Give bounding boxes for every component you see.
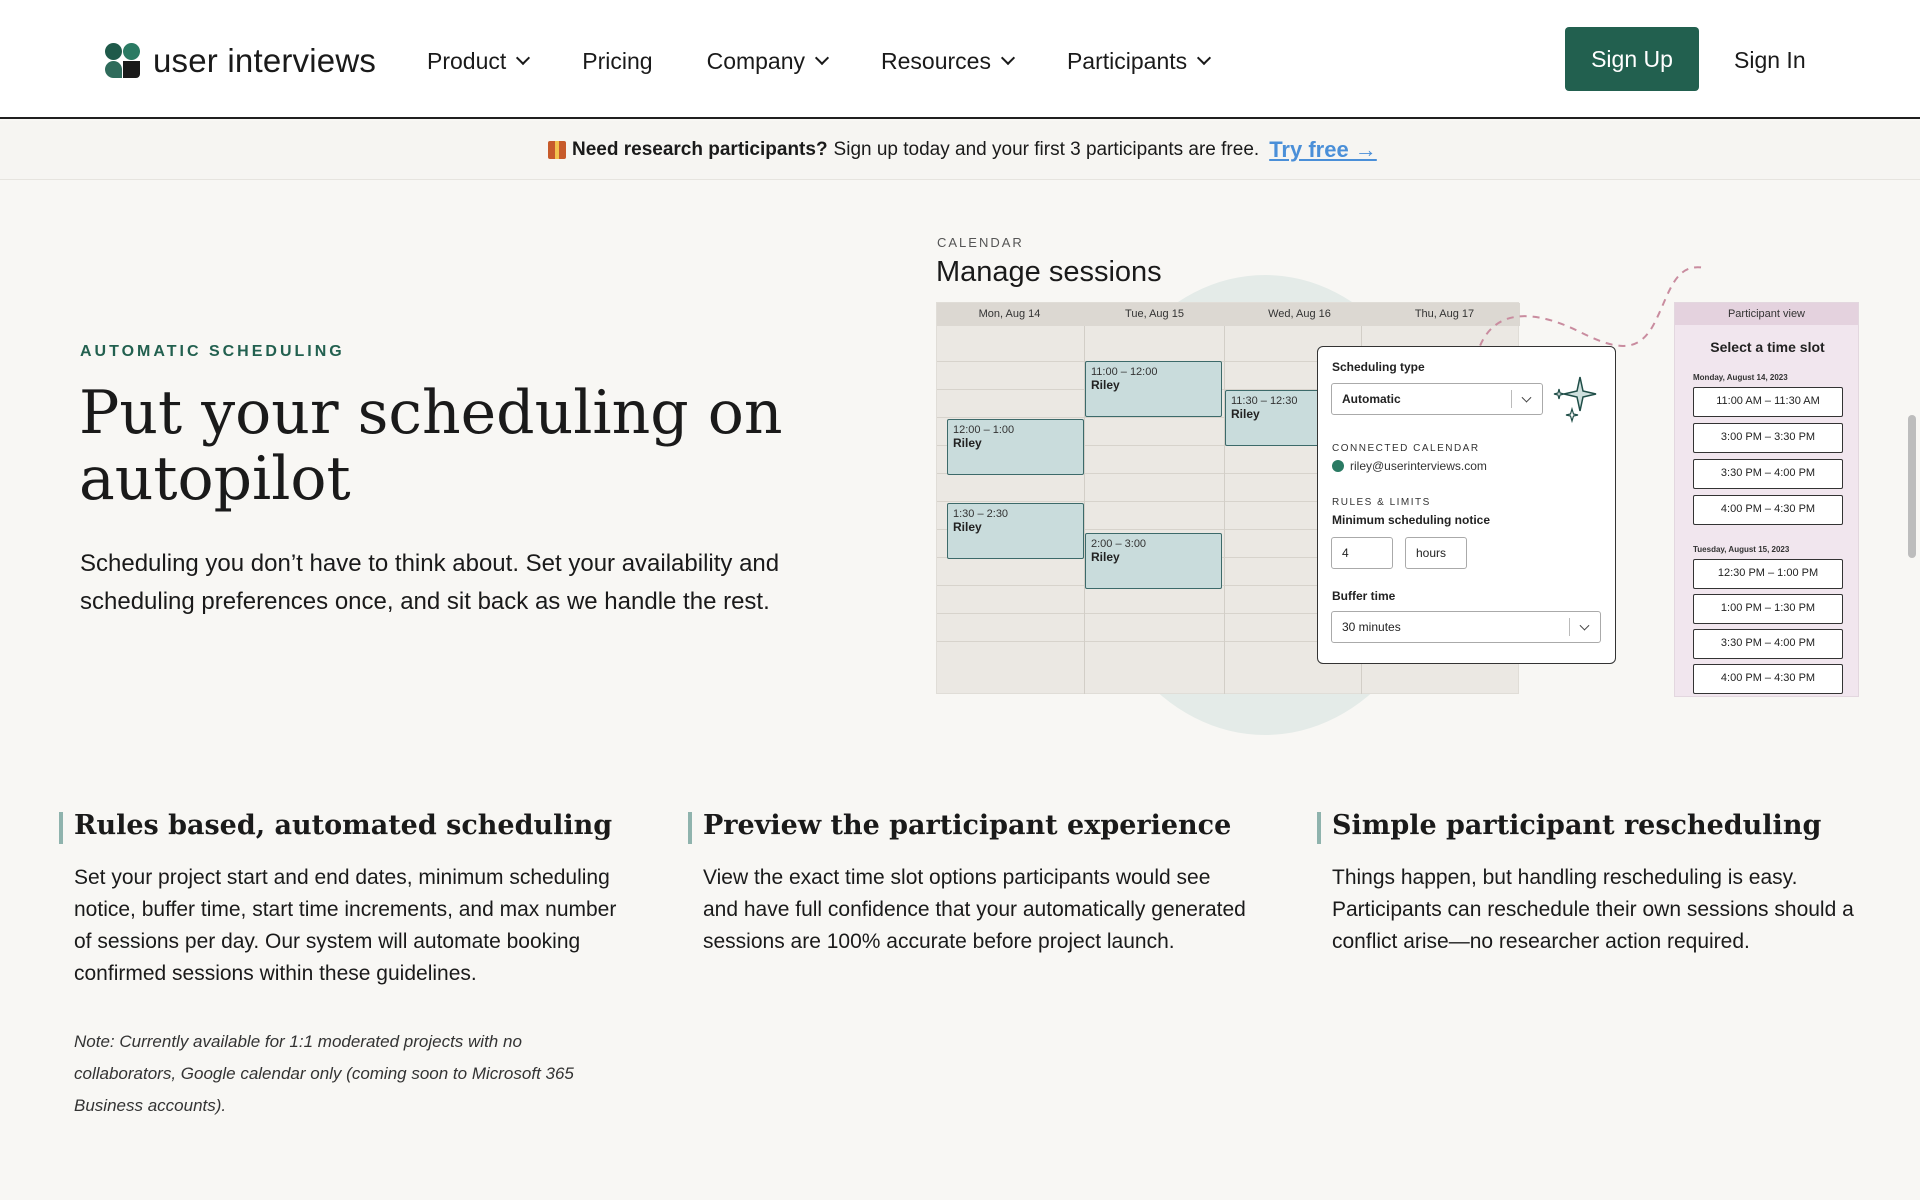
time-slot-button[interactable]: 4:00 PM – 4:30 PM xyxy=(1693,495,1843,525)
hero-description: Scheduling you don’t have to think about. Set your availability and scheduling preferences once, and sit back as we handle the rest. xyxy=(80,550,780,615)
calendar-day-headers xyxy=(937,303,1520,326)
event-time: 11:30 – 12:30 xyxy=(1231,395,1298,407)
participant-view-header: Participant view xyxy=(1675,303,1858,325)
scheduling-settings-panel xyxy=(1317,346,1616,664)
event-name: Riley xyxy=(953,520,982,534)
nav-item-company[interactable] xyxy=(707,48,827,75)
feature-accent-bar xyxy=(688,812,692,844)
nav-item-label: Resources xyxy=(881,47,991,74)
nav-item-resources[interactable] xyxy=(881,48,1013,75)
nav-item-pricing[interactable] xyxy=(582,48,652,75)
page-scrollbar[interactable] xyxy=(1908,415,1916,558)
logo-text: user interviews xyxy=(153,42,377,79)
calendar-event[interactable] xyxy=(1225,390,1319,446)
chevron-down-icon xyxy=(1522,393,1532,403)
buffer-time-label: Buffer time xyxy=(1332,589,1396,603)
event-name: Riley xyxy=(1091,378,1120,392)
time-slot-button[interactable]: 3:30 PM – 4:00 PM xyxy=(1693,459,1843,489)
participant-view-title: Select a time slot xyxy=(1710,339,1825,355)
feature-title: Simple participant rescheduling xyxy=(1332,810,1822,841)
hero-title: Put your scheduling on autopilot xyxy=(79,378,783,514)
logo-mark-icon xyxy=(105,43,141,79)
chevron-down-icon xyxy=(1001,51,1015,65)
participant-view-panel xyxy=(1674,302,1859,697)
sparkle-icon xyxy=(1550,375,1600,425)
try-free-link[interactable]: Try free → xyxy=(1269,137,1377,162)
calendar-event[interactable] xyxy=(1085,533,1222,589)
calendar-event[interactable] xyxy=(947,503,1084,559)
nav-menu xyxy=(427,44,1263,78)
time-slot-button[interactable]: 1:00 PM – 1:30 PM xyxy=(1693,594,1843,624)
nav-item-label: Product xyxy=(427,47,507,74)
buffer-time-select[interactable] xyxy=(1331,611,1601,643)
feature-title: Rules based, automated scheduling xyxy=(74,810,613,841)
section-eyebrow: AUTOMATIC SCHEDULING xyxy=(80,343,345,360)
chevron-down-icon xyxy=(1197,51,1211,65)
banner-bold-text: Need research participants? xyxy=(572,139,828,160)
feature-body: Set your project start and end dates, minimum scheduling notice, buffer time, start time increments, and max number of sessions per day. Our system will automate booking confirmed sessions within these guidelines. xyxy=(74,866,617,985)
connected-calendar-caption: CONNECTED CALENDAR xyxy=(1332,443,1480,454)
event-time: 12:00 – 1:00 xyxy=(953,424,1015,436)
event-name: Riley xyxy=(953,436,982,450)
feature-accent-bar xyxy=(1317,812,1321,844)
event-name: Riley xyxy=(1091,550,1120,564)
feature-body: View the exact time slot options participants would see and have full confidence that your automatically generated sessions are 100% accurate before project launch. xyxy=(703,866,1246,953)
gift-icon xyxy=(548,141,566,159)
time-slot-button[interactable]: 12:30 PM – 1:00 PM xyxy=(1693,559,1843,589)
day-header: Thu, Aug 17 xyxy=(1414,308,1475,320)
feature-accent-bar xyxy=(59,812,63,844)
check-circle-icon xyxy=(1332,460,1344,472)
calendar-event[interactable] xyxy=(947,419,1084,475)
nav-item-label: Pricing xyxy=(582,47,653,74)
calendar-label: CALENDAR xyxy=(937,235,1024,250)
rules-limits-caption: RULES & LIMITS xyxy=(1332,497,1431,508)
promo-banner xyxy=(0,121,1920,180)
time-slot-button[interactable]: 11:00 AM – 11:30 AM xyxy=(1693,387,1843,417)
event-time: 11:00 – 12:00 xyxy=(1091,366,1158,378)
connected-email: riley@userinterviews.com xyxy=(1350,459,1487,473)
sign-in-link[interactable]: Sign In xyxy=(1734,47,1806,73)
min-notice-label: Minimum scheduling notice xyxy=(1332,513,1491,527)
time-slot-button[interactable]: 3:30 PM – 4:00 PM xyxy=(1693,629,1843,659)
logo[interactable] xyxy=(105,42,376,80)
nav-item-label: Company xyxy=(706,47,806,74)
calendar-event[interactable] xyxy=(1085,361,1222,417)
scheduling-type-label: Scheduling type xyxy=(1332,360,1425,374)
buffer-time-value: 30 minutes xyxy=(1342,620,1401,634)
feature-note: Note: Currently available for 1:1 moderated projects with no collaborators, Google calendar only (coming soon to Microsoft 365 Business accounts). xyxy=(74,1032,574,1115)
day-header: Wed, Aug 16 xyxy=(1268,308,1331,320)
feature-title: Preview the participant experience xyxy=(703,810,1232,841)
nav-item-participants[interactable] xyxy=(1067,48,1209,75)
event-name: Riley xyxy=(1231,407,1260,421)
chevron-down-icon xyxy=(815,51,829,65)
slot-date-heading: Monday, August 14, 2023 xyxy=(1693,373,1788,382)
slot-date-heading: Tuesday, August 15, 2023 xyxy=(1693,545,1790,554)
min-notice-input[interactable]: 4 xyxy=(1331,537,1393,569)
min-notice-unit[interactable]: hours xyxy=(1405,537,1467,569)
day-header: Mon, Aug 14 xyxy=(978,308,1041,320)
chevron-down-icon xyxy=(1580,621,1590,631)
time-slot-button[interactable]: 4:00 PM – 4:30 PM xyxy=(1693,664,1843,694)
scheduling-type-select[interactable] xyxy=(1331,383,1543,415)
chevron-down-icon xyxy=(516,51,530,65)
day-header: Tue, Aug 15 xyxy=(1125,308,1184,320)
feature-body: Things happen, but handling rescheduling is easy. Participants can reschedule their own sessions should a conflict arise—no researcher action required. xyxy=(1332,866,1854,953)
event-time: 1:30 – 2:30 xyxy=(953,508,1009,520)
time-slot-button[interactable]: 3:00 PM – 3:30 PM xyxy=(1693,423,1843,453)
scheduling-type-value: Automatic xyxy=(1342,392,1401,406)
event-time: 2:00 – 3:00 xyxy=(1091,538,1147,550)
banner-text: Sign up today and your first 3 participants are free. xyxy=(833,139,1260,160)
top-navigation xyxy=(0,0,1920,119)
nav-item-product[interactable] xyxy=(427,48,528,75)
nav-item-label: Participants xyxy=(1066,47,1188,74)
sign-up-button[interactable]: Sign Up xyxy=(1565,27,1699,91)
calendar-title: Manage sessions xyxy=(936,256,1162,288)
